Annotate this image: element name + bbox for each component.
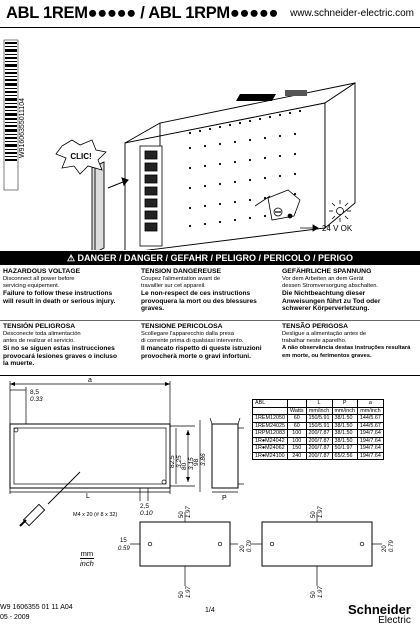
table-cell: 194/7.64 xyxy=(357,452,383,460)
screw-spec: M4 x 20 (# 8 x 32) xyxy=(73,512,118,518)
led-label: 24 V OK xyxy=(322,224,353,233)
website-url: www.schneider-electric.com xyxy=(290,8,414,19)
warning-sub: Desligue a alimentação antes de trabalhar neste aparelho. xyxy=(282,331,367,344)
danger-banner: ⚠ DANGER / DANGER / GEFAHR / PELIGRO / PERICOLO / PERIGO xyxy=(0,251,420,265)
dim-3-15: 3.15 xyxy=(188,457,195,470)
units-legend xyxy=(80,549,94,568)
barcode-text: W91606355011104 xyxy=(19,97,26,159)
warning-heading: TENSÃO PERIGOSA xyxy=(282,323,349,330)
table-cell: 200/7.87 xyxy=(306,437,332,445)
table-cell: 194/7.64 xyxy=(357,437,383,445)
doc-date: 05 - 2009 xyxy=(0,614,30,621)
table-cell: 144/5.67 xyxy=(357,415,383,423)
dim-1-97: 1.97 xyxy=(186,506,192,518)
dim-50-right: 50 xyxy=(311,511,317,518)
dim-0-33: 0.33 xyxy=(30,396,43,403)
table-cell: 200/7.87 xyxy=(306,445,332,453)
doc-number: W9 1606355 01 11 A04 xyxy=(0,604,73,611)
dim-a: a xyxy=(88,377,92,384)
dim-0-79-right: 0.79 xyxy=(389,540,395,552)
table-row xyxy=(253,437,384,445)
dim-8-5: 8,5 xyxy=(30,389,40,396)
table-header: L xyxy=(306,400,332,408)
table-row xyxy=(253,445,384,453)
warning-bold: Die Nichtbeachtung dieser Anweisungen führt zu Tod oder schwerer Körperverletzung. xyxy=(282,290,381,312)
table-subheader: Watts xyxy=(287,407,306,415)
warning-english xyxy=(3,268,138,305)
page-number: 1/4 xyxy=(205,607,215,614)
warning-spanish xyxy=(3,323,138,368)
warning-sub: Desconecte toda alimentación antes de realizar el servicio. xyxy=(3,331,81,344)
warning-heading: HAZARDOUS VOLTAGE xyxy=(3,268,81,275)
table-cell: 200/7.87 xyxy=(306,452,332,460)
table-subheader xyxy=(253,407,288,415)
table-cell: 1RPM12083 xyxy=(253,430,288,438)
table-cell: 100 xyxy=(287,437,306,445)
dim-20-right: 20 xyxy=(382,545,388,552)
warning-bold: Failure to follow these instructions will result in death or serious injury. xyxy=(3,290,116,305)
dim-1-97-bottom: 1.97 xyxy=(186,586,192,598)
table-cell: 60 xyxy=(287,415,306,423)
table-cell: 150 xyxy=(287,445,306,453)
brand-sub: Electric xyxy=(378,615,411,626)
warning-heading: GEFÄHRLICHE SPANNUNG xyxy=(282,268,372,275)
product-illustration xyxy=(0,28,420,250)
warning-bold: Il mancato rispetto di queste istruzioni provocherà morte o gravi infortuni. xyxy=(141,345,262,360)
dim-82-5: 82,5 xyxy=(169,455,176,468)
table-cell: 194/7.64 xyxy=(357,430,383,438)
warning-bold: Le non-respect de ces instructions provoquera la mort ou des blessures graves. xyxy=(141,290,257,312)
table-cell: 38/1.50 xyxy=(332,430,357,438)
table-cell: 1R●M24042 xyxy=(253,437,288,445)
barcode-icon xyxy=(4,40,18,190)
table-cell: 144/5.67 xyxy=(357,422,383,430)
units-mm: mm xyxy=(80,549,94,558)
table-cell: 60 xyxy=(287,422,306,430)
dim-98: 98 xyxy=(193,458,200,466)
table-header: ABL xyxy=(253,400,288,408)
din-rail-icon xyxy=(92,162,104,250)
dim-0-79: 0.79 xyxy=(247,540,253,552)
spec-table xyxy=(252,399,384,460)
warning-heading: TENSIONE PERICOLOSA xyxy=(141,323,223,330)
table-subheader: mm/inch xyxy=(332,407,357,415)
dim-3-25: 3.25 xyxy=(176,455,183,468)
warning-italian xyxy=(141,323,279,360)
table-cell: 100 xyxy=(287,430,306,438)
document-title: ABL 1REM●●●●● / ABL 1RPM●●●●● xyxy=(6,4,279,22)
table-row xyxy=(253,415,384,423)
table-cell: 38/1.50 xyxy=(332,415,357,423)
dim-2-5: 2,5 xyxy=(140,503,150,510)
table-cell: 1R●M24100 xyxy=(253,452,288,460)
brand-name: Schneider xyxy=(348,602,411,617)
table-cell: 1REM24025 xyxy=(253,422,288,430)
screwdriver-icon xyxy=(20,472,80,526)
warning-bold: Si no se siguen estas instrucciones provocará lesiones graves o incluso la muerte. xyxy=(3,345,117,367)
dim-1-97-right-bottom: 1.97 xyxy=(318,586,324,598)
table-header: P xyxy=(332,400,357,408)
terminal-block xyxy=(140,146,162,246)
units-inch: inch xyxy=(80,559,94,568)
table-cell: 150/5.91 xyxy=(306,415,332,423)
brand-logo xyxy=(348,604,411,626)
footer-info xyxy=(0,603,73,623)
warning-sub: Vor dem Arbeiten an dem Gerät dessen Stromversorgung abschalten. xyxy=(282,276,379,289)
warning-sub: Coupez l'alimentation avant de travailler sur cet appareil. xyxy=(141,276,221,289)
warning-french xyxy=(141,268,279,313)
warning-german xyxy=(282,268,420,313)
clic-label: CLIC! xyxy=(70,152,92,161)
dim-50-bottom: 50 xyxy=(179,591,185,598)
warning-heading: TENSIÓN PELIGROSA xyxy=(3,323,76,330)
dim-P: P xyxy=(222,495,227,502)
dim-0-59: 0.59 xyxy=(118,546,130,552)
dim-50: 50 xyxy=(179,511,185,518)
table-row xyxy=(253,422,384,430)
table-cell: 65/2.56 xyxy=(332,452,357,460)
table-cell: 194/7.64 xyxy=(357,445,383,453)
warning-sub: Scollegare l'apparecchio dalla presa di corrente prima di qualsiasi intervento. xyxy=(141,331,244,344)
table-header: a xyxy=(357,400,383,408)
dim-0-10: 0.10 xyxy=(140,510,153,517)
table-cell: 50/1.97 xyxy=(332,445,357,453)
table-cell: 38/1.50 xyxy=(332,437,357,445)
table-subheader: mm/inch xyxy=(306,407,332,415)
warning-heading: TENSION DANGEREUSE xyxy=(141,268,222,275)
warning-sub: Disconnect all power before servicing equipement. xyxy=(3,276,75,289)
table-row xyxy=(253,452,384,460)
dim-3-86: 3.86 xyxy=(200,453,207,466)
table-cell: 200/7.87 xyxy=(306,430,332,438)
dim-L: L xyxy=(86,493,90,500)
warning-bold: A não observância destas instruções resultará em morte, ou ferimentos graves. xyxy=(282,345,411,359)
table-cell: 240 xyxy=(287,452,306,460)
dim-1-97-right: 1.97 xyxy=(318,506,324,518)
table-cell: 1R●M24062 xyxy=(253,445,288,453)
table-header xyxy=(287,400,306,408)
dim-80: 80 xyxy=(181,462,188,470)
table-cell: 1REM12050 xyxy=(253,415,288,423)
table-subheader: mm/inch xyxy=(357,407,383,415)
table-cell: 150/5.91 xyxy=(306,422,332,430)
warning-portuguese xyxy=(282,323,420,360)
dim-50-right-bottom: 50 xyxy=(311,591,317,598)
dim-20: 20 xyxy=(240,545,246,552)
table-row xyxy=(253,430,384,438)
dim-15: 15 xyxy=(120,538,127,544)
table-cell: 38/1.50 xyxy=(332,422,357,430)
warning-divider xyxy=(0,320,420,321)
